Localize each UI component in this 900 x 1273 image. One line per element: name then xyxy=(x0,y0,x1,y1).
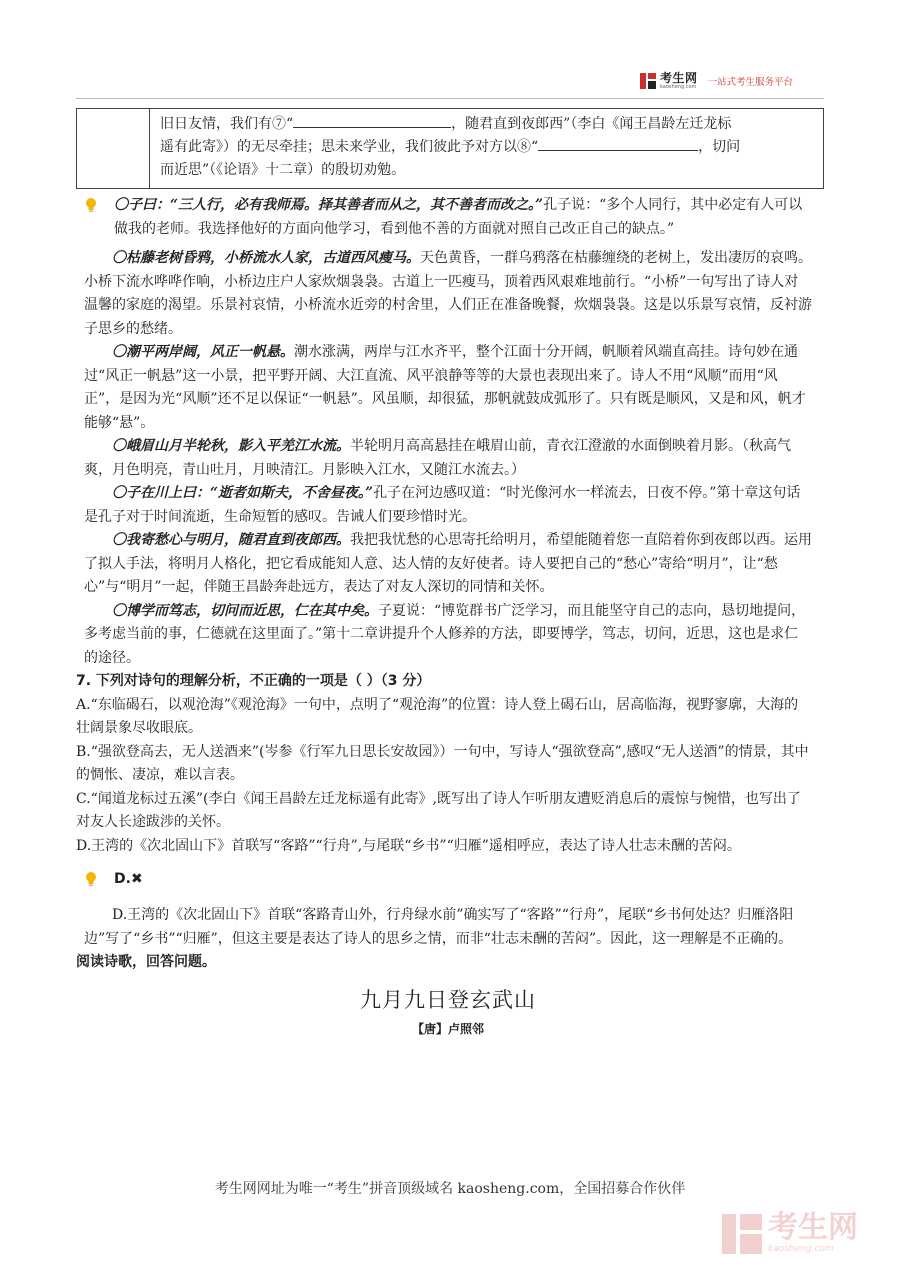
paragraph-text: 天色黄昏，一群乌鸦落在枯藤缠绕的老树上，发出凄厉的哀鸣。小桥下流水哗哗作响，小桥边庄户人家炊烟袅袅。古道上一匹瘦马，顶着西风艰难地前行。“小桥”一句写出了诗人对温馨的家庭的渴望。乐景衬哀情，小桥流水近旁的村舍里，人们正在准备晚餐，炊烟袅袅。这是以乐景写哀情，反衬游子思乡的愁绪。 xyxy=(84,250,812,337)
paragraph-boxue xyxy=(84,600,812,671)
answer-explanation: D.王湾的《次北固山下》首联“客路青山外，行舟绿水前”确实写了“客路”“行舟”，尾联“乡书何处达？归雁洛阳边”写了“乡书”“归雁”，但这主要是表达了诗人的思乡之情，而非“壮志未酬的苦闷”。因此，这一理解是不正确的。 xyxy=(84,907,794,947)
paragraph-woji xyxy=(84,529,812,600)
summary-table xyxy=(76,108,824,189)
paragraph-emei xyxy=(84,435,812,482)
option-d[interactable]: D.王湾的《次北固山下》首联写“客路”“行舟”,与尾联“乡书”“归雁”遥相呼应，表达了诗人壮志未酬的苦闷。 xyxy=(76,837,741,854)
paragraph-chaoping xyxy=(84,341,812,435)
paragraph-lead: 〇子在川上曰：“逝者如斯夫，不舍昼夜。” xyxy=(112,485,374,501)
logo-brand-cn: 考生网 xyxy=(660,71,698,85)
paragraph-lead: 〇我寄愁心与明月，随君直到夜郎西。 xyxy=(112,532,350,548)
fill-blank-8[interactable] xyxy=(538,136,698,151)
reading-label: 阅读诗歌，回答问题。 xyxy=(76,954,216,970)
paragraph-text: 孔子在河边感叹道：“时光像河水一样流去，日夜不停。”第十章这句话是孔子对于时间流逝，生命短暂的感叹。告诫人们要珍惜时光。 xyxy=(84,485,801,525)
watermark-logo-icon xyxy=(722,1214,762,1254)
watermark-brand xyxy=(768,1210,858,1254)
paragraph-kuteng xyxy=(84,247,812,341)
fill-blank-7[interactable] xyxy=(293,113,451,128)
table-line2-a: 遥有此寄》）的无尽牵挂；思未来学业，我们彼此予对方以⑧“ xyxy=(160,139,539,155)
option-c[interactable]: C.“闻道龙标过五溪”(李白《闻王昌龄左迁龙标遥有此寄》,既写出了诗人乍听朋友遭贬消息后的震惊与惋惜，也写出了对友人长途跋涉的关怀。 xyxy=(76,790,801,830)
paragraph-lead: 〇博学而笃志，切问而近思，仁在其中矣。 xyxy=(112,602,378,619)
poem-title: 九月九日登玄武山 xyxy=(360,987,536,1012)
answer-text: D.✖ xyxy=(114,871,143,887)
table-line2-b: ，切问 xyxy=(698,139,741,155)
table-line1-b: ，随君直到夜郎西”（李白《闻王昌龄左迁龙标 xyxy=(451,116,732,132)
watermark-en: kaosheng.com xyxy=(768,1244,834,1254)
kaosheng-logo-icon xyxy=(640,73,656,89)
tip-paragraph xyxy=(84,194,812,241)
logo-slogan: 一站式考生服务平台 xyxy=(707,77,794,88)
poem-author: 【唐】卢照邻 xyxy=(411,1022,484,1036)
tip-rest: 孔子说：“多个人同行，其中必定有人可以做我的老师。我选择他好的方面向他学习，看到他不善的方面就对照自己改正自己的缺点。” xyxy=(114,197,803,237)
header-divider xyxy=(76,98,824,99)
paragraph-text: 我把我忧愁的心思寄托给明月，希望能随着您一直陪着你到夜郎以西。运用了拟人手法，将明月人格化，把它看成能知人意、达人情的友好使者。诗人要把自己的“愁心”寄给“明月”，让“愁心”与“明月”一起，伴随王昌龄奔赴远方，表达了对友人深切的同情和关怀。 xyxy=(84,532,812,595)
option-b[interactable]: B.“强欲登高去，无人送酒来”(岑参《行军九日思长安故园》）一句中，写诗人“强欲登高”,感叹“无人送酒”的情景，其中的惆怅、凄凉，难以言表。 xyxy=(76,743,809,783)
table-left-cell xyxy=(77,109,150,189)
logo-brand-en: kaosheng.com xyxy=(660,84,697,90)
paragraph-zizaichuan xyxy=(84,482,812,529)
table-line1-a: 旧日友情，我们有⑦“ xyxy=(160,116,294,132)
table-line3: 而近思”（《论语》十二章）的殷切劝勉。 xyxy=(160,162,406,178)
header-logo xyxy=(640,72,793,90)
watermark-logo xyxy=(722,1210,858,1254)
table-right-cell xyxy=(150,109,824,189)
footer-text: 考生网网址为唯一“考生”拼音顶级域名 kaosheng.com，全国招募合作伙伴 xyxy=(214,1181,686,1197)
paragraph-lead: 〇枯藤老树昏鸦，小桥流水人家，古道西风瘦马。 xyxy=(112,250,420,266)
paragraph-text: 半轮明月高高悬挂在峨眉山前，青衣江澄澈的水面倒映着月影。（秋高气爽，月色明亮，青山吐月，月映清江。月影映入江水，又随江水流去。） xyxy=(84,438,791,478)
answer-row xyxy=(84,868,812,892)
lightbulb-icon xyxy=(84,197,98,213)
paragraph-text: 潮水涨满，两岸与江水齐平，整个江面十分开阔，帆顺着风端直高挂。诗句妙在通过“风正一帆悬”这一小景，把平野开阔、大江直流、风平浪静等等的大景也表现出来了。诗人不用“风顺”而用“风正”，是因为光“风顺”还不足以保证“一帆悬”。风虽顺，却很猛，那帆就鼓成弧形了。只有既是顺风，又是和风，帆才能够“悬”。 xyxy=(84,344,806,431)
watermark-cn: 考生网 xyxy=(768,1210,858,1245)
paragraph-text: 子夏说：“博览群书广泛学习，而且能坚守自己的志向，恳切地提问，多考虑当前的事，仁德就在这里面了。”第十二章讲提升个人修养的方法，即要博学，笃志，切问，近思，这也是求仁的途径。 xyxy=(84,602,806,666)
main-content xyxy=(76,194,812,1042)
option-a[interactable]: A.“东临碣石，以观沧海”《观沧海》一句中，点明了“观沧海”的位置：诗人登上碣石山，居高临海，视野寥廓，大海的壮阔景象尽收眼底。 xyxy=(76,696,799,736)
logo-brand xyxy=(660,72,698,90)
tip-lead: 〇子曰：“三人行，必有我师焉。择其善者而从之，其不善者而改之。” xyxy=(114,197,544,213)
lightbulb-icon xyxy=(84,871,98,887)
paragraph-lead: 〇潮平两岸阔，风正一帆悬。 xyxy=(112,344,294,360)
question-title: 7. 下列对诗句的理解分析，不正确的一项是（ ）（3 分） xyxy=(76,673,431,689)
paragraph-lead: 〇峨眉山月半轮秋，影入平羌江水流。 xyxy=(112,438,350,454)
